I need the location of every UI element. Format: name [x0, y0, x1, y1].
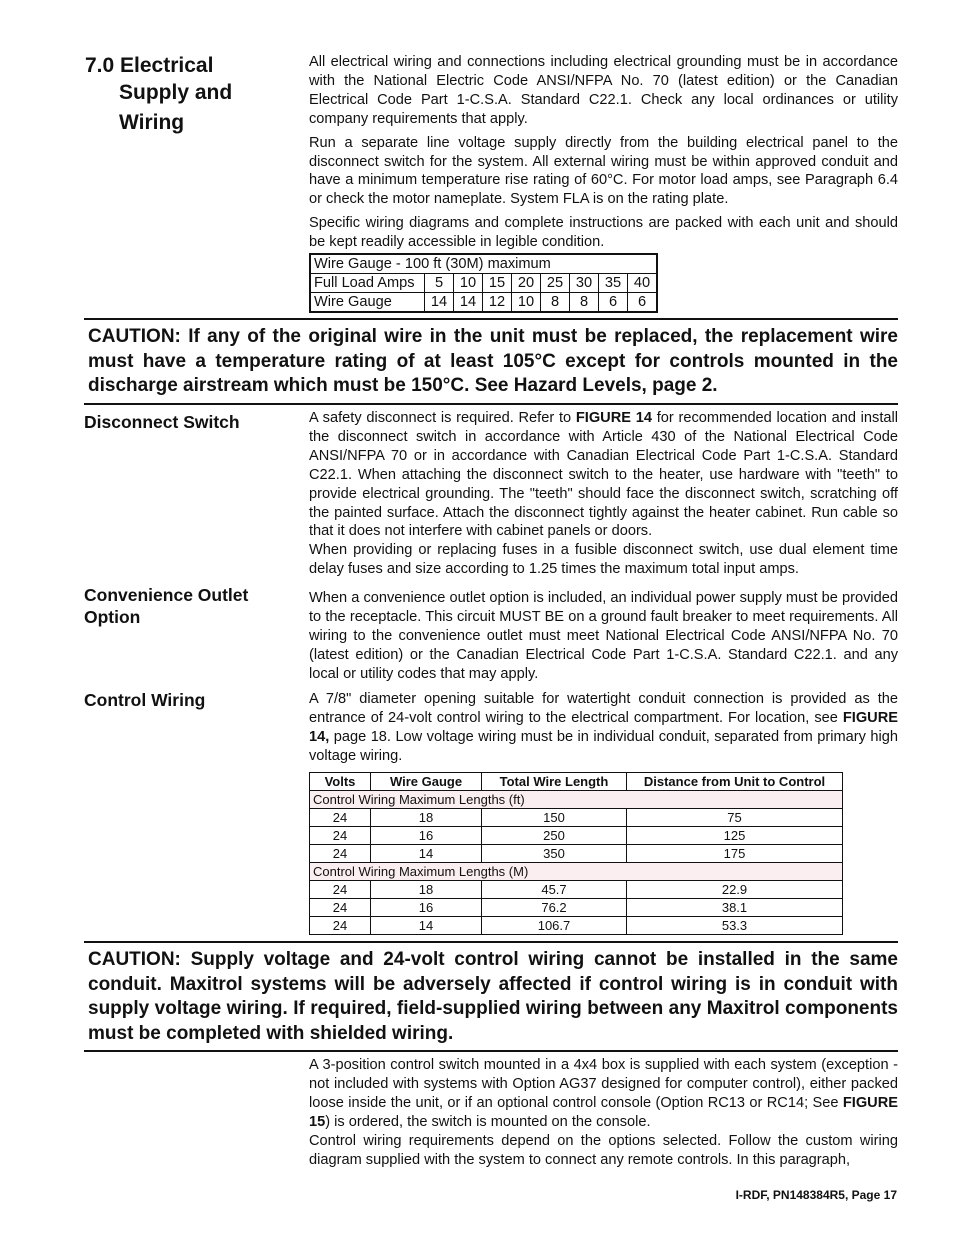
length-cell: 250	[482, 827, 627, 845]
amps-cell: 10	[454, 274, 483, 293]
switch-p1-text-cont: ) is ordered, the switch is mounted on the console.	[325, 1113, 651, 1130]
intro-text	[309, 53, 898, 257]
gauge-cell: 18	[371, 809, 482, 827]
gauge-cell: 10	[512, 293, 541, 313]
figure-15-ref: FIGURE 15	[309, 1094, 898, 1130]
header-distance: Distance from Unit to Control	[627, 773, 843, 791]
gauge-cell: 18	[371, 881, 482, 899]
distance-cell: 22.9	[627, 881, 843, 899]
control-wiring-table	[309, 772, 843, 935]
header-total-wire-length: Total Wire Length	[482, 773, 627, 791]
amps-cell: 20	[512, 274, 541, 293]
disconnect-p1-text-cont: for recommended location and install the disconnect switch in accordance with Article 430 of the National Electrical Code ANSI/NFPA 70 or in accordance with Canadian Electrical Code Part 1-C.S.A. Standard C22.1. When attaching the disconnect switch to the heater, use hardware with "teeth" to provide electrical grounding. The "teeth" should face the disconnect switch, scratching off the painted surface. Attach the disconnect tightly against the heater cabinet. Run cable so that it does not interfere with cabinet panels or doors.	[309, 410, 898, 540]
section-label-ft: Control Wiring Maximum Lengths (ft)	[310, 791, 843, 809]
full-load-amps-row	[310, 274, 657, 293]
gauge-cell: 8	[541, 293, 570, 313]
convenience-outlet-heading	[84, 584, 294, 628]
disconnect-p1-text: A safety disconnect is required. Refer to	[309, 410, 576, 426]
gauge-cell: 16	[371, 827, 482, 845]
page-footer: I-RDF, PN148384R5, Page 17	[735, 1188, 897, 1202]
convenience-outlet-heading-line2: Option	[84, 607, 141, 627]
section-label-m: Control Wiring Maximum Lengths (M)	[310, 863, 843, 881]
volts-cell: 24	[310, 917, 371, 935]
convenience-outlet-text	[309, 589, 898, 689]
amps-cell: 40	[628, 274, 658, 293]
intro-paragraph-3: Specific wiring diagrams and complete instructions are packed with each unit and should be kept readily accessible in legible condition.	[309, 215, 898, 251]
disconnect-switch-text	[309, 409, 898, 584]
length-cell: 150	[482, 809, 627, 827]
figure-14-ref: FIGURE 14,	[309, 709, 898, 745]
section-heading-line2: Supply and	[119, 81, 233, 104]
control-wiring-paragraph-1	[309, 690, 898, 766]
table-row	[310, 899, 843, 917]
disconnect-switch-heading: Disconnect Switch	[84, 412, 240, 432]
switch-paragraph-1	[309, 1056, 898, 1132]
gauge-cell: 14	[371, 845, 482, 863]
full-load-amps-label: Full Load Amps	[310, 274, 425, 293]
volts-cell: 24	[310, 827, 371, 845]
wire-gauge-row	[310, 293, 657, 313]
amps-cell: 35	[599, 274, 628, 293]
switch-p1-text: A 3-position control switch mounted in a 4x4 box is supplied with each system (exception - not included with systems with Option AG37 designed for computer control), either packed loose inside the unit, or if an optional control console (Option RC13 or RC14; See	[309, 1057, 898, 1111]
header-wire-gauge: Wire Gauge	[371, 773, 482, 791]
intro-paragraph-2: Run a separate line voltage supply directly from the building electrical panel to the disconnect switch for the system. All external wiring must be within approved conduit and have a minimum temperature rise rating of 60°C. For motor load amps, see Paragraph 6.4 or check the motor nameplate. System FLA is on the rating plate.	[309, 134, 898, 208]
header-volts: Volts	[310, 773, 371, 791]
gauge-cell: 6	[599, 293, 628, 313]
table-row	[310, 845, 843, 863]
distance-cell: 175	[627, 845, 843, 863]
table-row	[310, 827, 843, 845]
wire-gauge-title-row	[310, 254, 657, 274]
table-row	[310, 881, 843, 899]
control-switch-text	[309, 1056, 898, 1174]
control-table-header-row	[310, 773, 843, 791]
distance-cell: 125	[627, 827, 843, 845]
distance-cell: 75	[627, 809, 843, 827]
caution-replacement-wire: CAUTION: If any of the original wire in the unit must be replaced, the replacement wire must have a temperature rating of at least 105°C except for controls mounted in the discharge airstream which must be 150°C. See Hazard Levels, page 2.	[84, 318, 898, 405]
section-heading-line1: 7.0 Electrical	[85, 54, 214, 77]
volts-cell: 24	[310, 899, 371, 917]
gauge-cell: 14	[454, 293, 483, 313]
table-row	[310, 917, 843, 935]
gauge-cell: 16	[371, 899, 482, 917]
control-wiring-p1-text-cont: page 18. Low voltage wiring must be in individual conduit, separated from primary high voltage wiring.	[309, 728, 898, 764]
disconnect-paragraph-2: When providing or replacing fuses in a fusible disconnect switch, use dual element time delay fuses and size according to 1.25 times the maximum total input amps.	[309, 542, 898, 578]
volts-cell: 24	[310, 809, 371, 827]
convenience-outlet-heading-line1: Convenience Outlet	[84, 585, 249, 605]
figure-14-ref: FIGURE 14	[575, 410, 652, 426]
length-cell: 76.2	[482, 899, 627, 917]
wire-gauge-table	[309, 253, 658, 313]
amps-cell: 30	[570, 274, 599, 293]
volts-cell: 24	[310, 845, 371, 863]
gauge-cell: 6	[628, 293, 658, 313]
amps-cell: 5	[425, 274, 454, 293]
intro-paragraph-1: All electrical wiring and connections including electrical grounding must be in accordance with the National Electric Code ANSI/NFPA No. 70 (latest edition) or the Canadian Electrical Code Part 1-C.S.A. Standard C22.1. Check any local ordinances or utility company requirements that apply.	[309, 54, 898, 127]
section-row-m	[310, 863, 843, 881]
control-wiring-text	[309, 690, 898, 771]
gauge-cell: 12	[483, 293, 512, 313]
gauge-cell: 8	[570, 293, 599, 313]
wire-gauge-label: Wire Gauge	[310, 293, 425, 313]
length-cell: 106.7	[482, 917, 627, 935]
wire-gauge-title: Wire Gauge - 100 ft (30M) maximum	[310, 254, 657, 274]
caution-supply-voltage: CAUTION: Supply voltage and 24-volt control wiring cannot be installed in the same conduit. Maxitrol systems will be adversely affected if control wiring is in conduit with supply voltage wiring. If required, field-supplied wiring between any Maxitrol components must be completed with shielded wiring.	[84, 941, 898, 1052]
gauge-cell: 14	[371, 917, 482, 935]
amps-cell: 15	[483, 274, 512, 293]
amps-cell: 25	[541, 274, 570, 293]
section-heading-line3: Wiring	[119, 111, 185, 134]
gauge-cell: 14	[425, 293, 454, 313]
control-wiring-heading: Control Wiring	[84, 690, 206, 710]
distance-cell: 53.3	[627, 917, 843, 935]
outlet-paragraph-1: When a convenience outlet option is included, an individual power supply must be provided to the receptacle. This circuit MUST BE on a ground fault breaker to meet requirements. All wiring to the convenience outlet must meet National Electrical Code ANSI/NFPA No. 70 (latest edition) or the Canadian Electrical Code Part 1-C.S.A. Standard C22.1. and any local or utility codes that may apply.	[309, 590, 898, 682]
control-wiring-p1-text: A 7/8" diameter opening suitable for watertight conduit connection is provided as the entrance of 24-volt control wiring to the electrical compartment. For location, see	[309, 691, 898, 726]
volts-cell: 24	[310, 881, 371, 899]
section-heading	[85, 52, 295, 136]
length-cell: 45.7	[482, 881, 627, 899]
switch-paragraph-2: Control wiring requirements depend on the options selected. Follow the custom wiring diagram supplied with the system to connect any remote controls. In this paragraph,	[309, 1132, 898, 1168]
table-row	[310, 809, 843, 827]
length-cell: 350	[482, 845, 627, 863]
distance-cell: 38.1	[627, 899, 843, 917]
section-row-ft	[310, 791, 843, 809]
disconnect-paragraph-1	[309, 409, 898, 541]
